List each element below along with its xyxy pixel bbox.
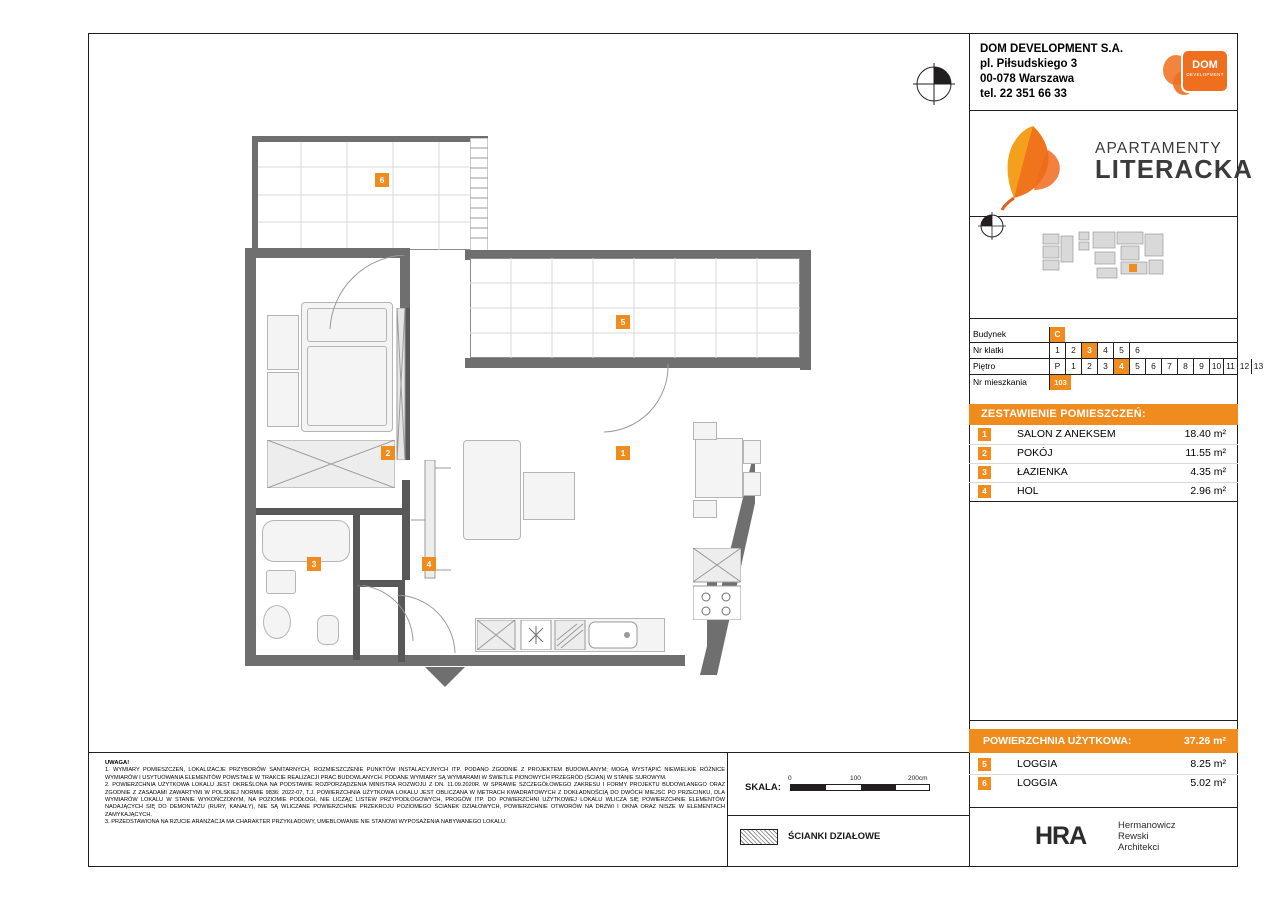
dom-logo-text-bottom: DEVELOPMENT — [1186, 72, 1224, 77]
dom-logo-text-top: DOM — [1192, 59, 1218, 71]
floor-plan-drawing — [95, 40, 955, 740]
dom-development-logo — [1163, 45, 1229, 97]
partition-wall-label: ŚCIANKI DZIAŁOWE — [788, 831, 881, 842]
room-name: LOGGIA — [1017, 758, 1058, 770]
flat-label: Nr mieszkania — [973, 377, 1027, 387]
partition-wall — [256, 508, 402, 515]
loggia-5-grid — [470, 258, 800, 358]
furniture-coffee-table — [523, 472, 575, 520]
staircase-cell: 6 — [1129, 343, 1145, 358]
room-name: POKÓJ — [1017, 447, 1053, 459]
project-logo-text — [1095, 140, 1254, 185]
floor-cell-selected: 4 — [1113, 359, 1129, 374]
room-number: 3 — [978, 466, 991, 479]
floor-cell: 9 — [1193, 359, 1209, 374]
furniture-chair — [693, 500, 717, 518]
floor-label: Piętro — [973, 361, 996, 371]
staircase-cell: 1 — [1049, 343, 1065, 358]
building-value: C — [1049, 327, 1065, 342]
room-area: 5.02 m² — [1190, 777, 1226, 789]
building-label: Budynek — [973, 329, 1007, 339]
window-marks — [367, 308, 407, 460]
floor-cell: 1 — [1065, 359, 1081, 374]
furniture-dining-table — [695, 438, 743, 498]
wall-exterior-left — [245, 248, 256, 666]
furniture-wc — [317, 615, 339, 645]
meta-row-flat — [969, 375, 1238, 390]
note-item: 1. WYMIARY POMIESZCZEŃ, LOKALIZACJE PRZYBORÓW SANITARNYCH, ROZMIESZCZENIE PUNKTÓW INSTALACYJNYCH ITP. PODANO ZGODNIE Z PROJEKTEM BUDOWLANYM; MOGĄ WYSTĄPIĆ NIEWIELKIE RÓŻNICE WYMIARÓW I USYTUOWANIA ELEMENTÓW POWSTAŁE W TRAKCIE REALIZACJI PRAC BUDOWLANYCH. PODANE WYMIARY SĄ WYMIARAMI W ŚWIETLE PIONOWYCH PRZEGRÓD (ŚCIAN) W STANIE SUROWYM. — [105, 767, 725, 781]
room-tag-5: 5 — [616, 315, 630, 329]
scale-bar — [790, 784, 930, 791]
scale-tick: 100 — [850, 775, 861, 782]
furniture-chair — [693, 422, 717, 440]
room-area: 18.40 m² — [1184, 428, 1226, 440]
notes-title: UWAGA! — [105, 760, 130, 766]
room-name: HOL — [1017, 485, 1039, 497]
architect-mark: HRA — [1035, 822, 1087, 850]
room-number: 5 — [978, 758, 991, 771]
note-item: 3. PRZEDSTAWIONA NA RZUCIE ARANŻACJA MA CHARAKTER PRZYKŁADOWY, UMEBLOWANIE NIE STANOWI WYPOSAŻENIA NABYWANEGO LOKALU. — [105, 819, 507, 826]
floor-cell: 10 — [1209, 359, 1223, 374]
room-area: 8.25 m² — [1190, 758, 1226, 770]
floor-cell: 6 — [1145, 359, 1161, 374]
divider — [727, 752, 728, 867]
usable-area-bar — [969, 729, 1238, 753]
door-swing — [395, 595, 457, 657]
furniture-chair — [743, 440, 761, 464]
room-number: 1 — [978, 428, 991, 441]
company-name: DOM DEVELOPMENT S.A. — [980, 43, 1124, 55]
building-meta-table — [969, 327, 1264, 390]
room-area: 11.55 m² — [1185, 447, 1226, 459]
furniture-chair — [743, 472, 761, 496]
divider — [88, 752, 969, 753]
wall — [800, 250, 811, 370]
meta-row-building — [969, 327, 1238, 343]
furniture-sofa — [463, 440, 521, 540]
room-name: SALON Z ANEKSEM — [1017, 428, 1116, 440]
room-name: ŁAZIENKA — [1017, 466, 1068, 478]
floor-cell: 13 — [1251, 359, 1265, 374]
balustrade — [470, 138, 488, 253]
wall — [252, 136, 488, 142]
scale-tick: 200cm — [908, 775, 928, 782]
usable-area-value: 37.26 m² — [1183, 735, 1226, 747]
entrance-arrow-icon — [425, 667, 465, 689]
partition-wall-swatch — [740, 829, 778, 845]
room-name: LOGGIA — [1017, 777, 1058, 789]
notes-block — [105, 760, 725, 827]
architect-line-3: Architekci — [1118, 842, 1160, 853]
company-address-1: pl. Piłsudskiego 3 — [980, 58, 1078, 70]
table-row — [969, 774, 1238, 793]
staircase-cell: 5 — [1113, 343, 1129, 358]
divider — [969, 216, 1238, 217]
architect-line-2: Rewski — [1118, 831, 1149, 842]
room-area: 2.96 m² — [1190, 485, 1226, 497]
partition-wall — [402, 480, 410, 580]
furniture-toilet — [263, 605, 291, 639]
room-tag-2: 2 — [381, 446, 395, 460]
divider — [969, 318, 1238, 319]
furniture-wardrobe — [267, 372, 299, 427]
table-row — [969, 755, 1238, 775]
room-area: 4.35 m² — [1190, 466, 1226, 478]
divider — [969, 720, 1238, 721]
table-row — [969, 444, 1238, 464]
divider — [727, 815, 969, 816]
project-logo-line-2: LITERACKA — [1095, 156, 1254, 184]
scale-tick: 0 — [788, 775, 792, 782]
company-phone: tel. 22 351 66 33 — [980, 88, 1067, 100]
company-address-2: 00-078 Warszawa — [980, 73, 1075, 85]
room-schedule-header: ZESTAWIENIE POMIESZCZEŃ: — [969, 404, 1238, 425]
room-tag-1: 1 — [616, 446, 630, 460]
floor-cell: 11 — [1223, 359, 1237, 374]
usable-area-label: POWIERZCHNIA UŻYTKOWA: — [983, 735, 1132, 747]
furniture-wardrobe — [267, 315, 299, 370]
door-swing — [600, 362, 670, 442]
architect-line-1: Hermanowicz — [1118, 820, 1176, 831]
wall — [252, 136, 258, 256]
staircase-cell: 2 — [1065, 343, 1081, 358]
company-block — [980, 42, 1160, 102]
flat-value: 103 — [1049, 375, 1071, 390]
keyplan-diagram — [1035, 228, 1175, 288]
room-number: 4 — [978, 485, 991, 498]
note-item: 2. POWIERZCHNIA UŻYTKOWA LOKALU JEST OKREŚLONA NA PODSTAWIE ROZPORZĄDZENIA MINISTRA ROZWOJU Z DN. 11.09.2020R. W SPRAWIE SZCZEGÓŁOWEGO ZAKRESU I FORMY PROJEKTU BUDOWLANEGO ORAZ ZGODNIE Z ZASADAMI ZAWARTYMI W POLSKIEJ NORMIE 9836: 2022-07, T.J. POWIERZCHNIA UŻYTKOWA LOKALU JEST OBLICZANA W METRACH KWADRATOWYCH Z DOKŁADNOŚCIĄ DO DWÓCH MIEJSC PO PRZECINKU, DLA WYMIARÓW LOKALU W STANIE WYKOŃCZONYM, NA POZIOMIE PODŁOGI, NIE LICZĄC LISTEW PRZYPODŁOGOWYCH, PROGÓW ITP. DO POWIERZCHNI UŻYTKOWEJ LOKALU WLICZA SIĘ POWIERZCHNIE ELEMENTÓW NADAJĄCYCH SIĘ DO DEMONTAŻU (RURY, KANAŁY), NIE SĄ WLICZANE POWIERZCHNIE PRZEKROJU POZIOMEGO ŚCIANEK DZIAŁOWYCH, POWIERZCHNIE OTWORÓW NA DRZWI I OKNA ORAZ NISZE W ELEMENTACH ZAMYKAJĄCYCH. — [105, 782, 725, 818]
floor-cell: 2 — [1081, 359, 1097, 374]
staircase-cell: 4 — [1097, 343, 1113, 358]
project-logo-line-1: APARTAMENTY — [1095, 140, 1222, 157]
room-tag-4: 4 — [422, 557, 436, 571]
wall — [475, 655, 685, 666]
floor-cell: 7 — [1161, 359, 1177, 374]
floor-cell: 12 — [1237, 359, 1251, 374]
architect-name — [1118, 820, 1176, 853]
meta-row-staircase — [969, 343, 1238, 359]
room-tag-3: 3 — [307, 557, 321, 571]
kitchen-appliances-icons — [477, 620, 665, 650]
room-tag-6: 6 — [375, 173, 389, 187]
table-row — [969, 425, 1238, 445]
staircase-cell-selected: 3 — [1081, 343, 1097, 358]
floor-cell: 5 — [1129, 359, 1145, 374]
table-row — [969, 463, 1238, 483]
floor-cell: P — [1049, 359, 1065, 374]
floor-cell: 3 — [1097, 359, 1113, 374]
divider — [969, 807, 1238, 808]
meta-row-floor — [969, 359, 1264, 375]
scale-label: SKALA: — [745, 782, 781, 793]
loggia-6-grid — [255, 140, 485, 250]
divider — [969, 110, 1238, 111]
keyplan-compass-icon — [977, 211, 1007, 241]
table-row — [969, 482, 1238, 502]
furniture-hob — [693, 548, 741, 620]
room-number: 2 — [978, 447, 991, 460]
staircase-label: Nr klatki — [973, 345, 1004, 355]
floor-cell: 8 — [1177, 359, 1193, 374]
furniture-sink — [266, 570, 296, 594]
furniture-bathtub — [262, 520, 350, 562]
room-number: 6 — [978, 777, 991, 790]
